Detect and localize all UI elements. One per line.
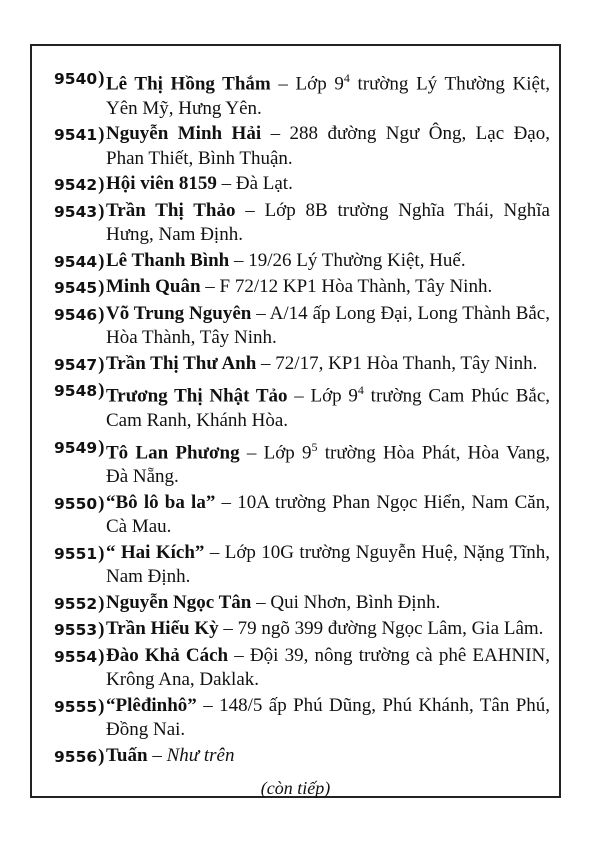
entry-text: Minh Quân – F 72/12 KP1 Hòa Thành, Tây Ninh. xyxy=(106,276,493,298)
entry-text: Hội viên 8159 – Đà Lạt. xyxy=(106,173,293,195)
member-address: 79 ngõ 399 đường Ngọc Lâm, Gia Lâm. xyxy=(237,618,544,640)
member-name: “Bô lô ba la” xyxy=(106,491,216,513)
entry-text: Nguyễn Minh Hải – 288 đường Ngư Ông, Lạc Đạo, Phan Thiết, Bình Thuận. xyxy=(106,123,550,169)
list-item xyxy=(54,591,550,617)
entry-number: 9541) xyxy=(54,124,105,146)
entry-number: 9550) xyxy=(54,492,105,514)
entry-number: 9545) xyxy=(54,277,105,299)
list-item xyxy=(54,249,550,275)
list-item xyxy=(54,352,550,378)
entry-number: 9555) xyxy=(54,695,105,717)
entry-number: 9556) xyxy=(54,745,105,767)
member-name: Trần Thị Thảo xyxy=(106,199,236,221)
member-name: Nguyễn Minh Hải xyxy=(106,123,262,145)
member-address: Lớp 9 xyxy=(263,441,312,463)
entry-number: 9548) xyxy=(54,380,105,402)
member-address: 288 đường Ngư Ông, Lạc Đạo, Phan Thiết, Bình Thuận. xyxy=(106,123,550,169)
entry-number: 9549) xyxy=(54,436,105,458)
member-name: Võ Trung Nguyên xyxy=(106,302,252,324)
entry-number: 9554) xyxy=(54,645,105,667)
member-address: Đội 39, nông trường cà phê EAHNIN, Krông Ana, Daklak. xyxy=(106,644,550,691)
list-item xyxy=(54,302,550,351)
entry-number: 9540) xyxy=(54,68,105,89)
entry-number: 9553) xyxy=(54,619,105,641)
list-item xyxy=(54,378,550,433)
member-name: Nguyễn Ngọc Tân xyxy=(106,591,252,613)
member-name: Trần Thị Thư Anh xyxy=(106,352,257,374)
member-address: Đà Lạt. xyxy=(235,173,293,195)
member-address: 19/26 Lý Thường Kiệt, Huế. xyxy=(248,249,466,271)
member-address: A/14 ấp Long Đại, Long Thành Bắc, Hòa Thành, Tây Ninh. xyxy=(106,302,550,349)
entry-text: “ Hai Kích” – Lớp 10G trường Nguyễn Huệ, Nặng Tĩnh, Nam Định. xyxy=(106,541,550,588)
entry-number: 9543) xyxy=(54,200,105,222)
list-item xyxy=(54,541,550,590)
list-item xyxy=(54,744,550,770)
entry-list xyxy=(54,66,550,770)
entry-text: Trần Hiểu Kỳ – 79 ngõ 399 đường Ngọc Lâm, Gia Lâm. xyxy=(106,618,544,640)
class-superscript: 4 xyxy=(343,71,350,85)
member-name: Lê Thị Hồng Thắm xyxy=(106,73,271,95)
list-item xyxy=(54,172,550,198)
entry-text: Đào Khả Cách – Đội 39, nông trường cà phê EAHNIN, Krông Ana, Daklak. xyxy=(106,644,550,691)
member-address: Lớp 9 xyxy=(310,385,358,407)
list-item xyxy=(54,617,550,643)
entry-number: 9547) xyxy=(54,353,105,375)
member-name: Minh Quân xyxy=(106,276,201,298)
member-address: Lớp 9 xyxy=(295,73,344,95)
member-name: Đào Khả Cách xyxy=(106,644,229,666)
member-name: Hội viên 8159 xyxy=(106,173,217,195)
entry-number: 9552) xyxy=(54,592,105,614)
continued-note: (còn tiếp) xyxy=(260,778,331,798)
list-item xyxy=(54,644,550,693)
member-name: Trần Hiểu Kỳ xyxy=(106,618,219,640)
entry-text: “Plêđinhô” – 148/5 ấp Phú Dũng, Phú Khánh, Tân Phú, Đồng Nai. xyxy=(106,694,551,741)
same-as-above-note: Như trên xyxy=(166,744,235,766)
member-address: 72/17, KP1 Hòa Thanh, Tây Ninh. xyxy=(275,352,538,374)
class-superscript: 4 xyxy=(357,383,364,398)
entry-text: Lê Thanh Bình – 19/26 Lý Thường Kiệt, Huế. xyxy=(106,249,466,271)
member-name: Trương Thị Nhật Tảo xyxy=(106,385,288,407)
entry-text: Nguyễn Ngọc Tân – Qui Nhơn, Bình Định. xyxy=(106,591,441,613)
entry-text: Trần Thị Thư Anh – 72/17, KP1 Hòa Thanh, Tây Ninh. xyxy=(106,352,538,374)
entry-number: 9544) xyxy=(54,250,105,272)
member-name: “ Hai Kích” xyxy=(106,541,205,563)
member-name: Tuấn xyxy=(106,744,148,766)
list-item xyxy=(54,491,550,540)
member-address: Qui Nhơn, Bình Định. xyxy=(270,591,441,613)
entry-number: 9546) xyxy=(54,303,105,325)
list-item xyxy=(54,694,550,743)
entry-text: Trương Thị Nhật Tảo – Lớp $9^4$ trường Cam Phúc Bắc, Cam Ranh, Khánh Hòa. xyxy=(106,383,551,432)
page-frame xyxy=(30,44,561,798)
member-name: Lê Thanh Bình xyxy=(106,249,230,271)
member-address: 148/5 ấp Phú Dũng, Phú Khánh, Tân Phú, Đồng Nai. xyxy=(106,694,551,741)
entry-text: Tô Lan Phương – Lớp $9^5$ trường Hòa Phát, Hòa Vang, Đà Nẵng. xyxy=(106,439,551,488)
member-name: “Plêđinhô” xyxy=(106,694,197,716)
class-superscript: 5 xyxy=(311,439,318,454)
entry-text: Tuấn – Như trên xyxy=(106,744,235,766)
list-item xyxy=(54,199,550,248)
member-address: Lớp 8B trường Nghĩa Thái, Nghĩa Hưng, Nam Định. xyxy=(106,199,550,246)
entry-number: 9542) xyxy=(54,174,105,196)
entry-text: “Bô lô ba la” – 10A trường Phan Ngọc Hiển, Nam Căn, Cà Mau. xyxy=(106,491,550,538)
entry-number: 9551) xyxy=(54,542,105,564)
list-item xyxy=(54,122,550,171)
member-address: 10A trường Phan Ngọc Hiển, Nam Căn, Cà Mau. xyxy=(106,491,550,538)
member-name: Tô Lan Phương xyxy=(106,441,240,463)
list-item xyxy=(54,435,550,490)
entry-text: Võ Trung Nguyên – A/14 ấp Long Đại, Long Thành Bắc, Hòa Thành, Tây Ninh. xyxy=(106,302,550,349)
list-item xyxy=(54,275,550,301)
entry-text: Lê Thị Hồng Thắm – Lớp $9^4$ trường Lý Thường Kiệt, Yên Mỹ, Hưng Yên. xyxy=(106,71,551,119)
entry-text: Trần Thị Thảo – Lớp 8B trường Nghĩa Thái, Nghĩa Hưng, Nam Định. xyxy=(106,199,550,246)
member-address: Lớp 10G trường Nguyễn Huệ, Nặng Tĩnh, Nam Định. xyxy=(106,541,550,588)
list-item xyxy=(54,66,550,121)
member-address: F 72/12 KP1 Hòa Thành, Tây Ninh. xyxy=(219,276,493,298)
